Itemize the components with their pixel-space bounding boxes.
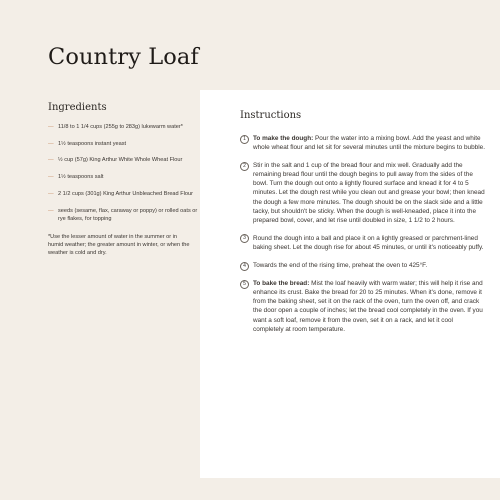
step-body: Mist the loaf heavily with warm water; this will help it rise and enhance its crust. Bake the bread for 20 to 25 minutes. When it's done, remove it from the baking sheet, set it on the rack of the oven, turn the oven off, and crack the door open a couple of inches; let the bread cool completely in the oven. If you want a soft loaf, remove it from the oven, set it on a rack, and let it cool completely at room temperature. xyxy=(253,280,483,333)
water-note: *Use the lesser amount of water in the summer or in humid weather; the greater amount in winter, or when the weather is cold and dry. xyxy=(48,233,190,256)
step-text xyxy=(253,134,485,152)
step-text xyxy=(253,161,485,225)
step-body: Stir in the salt and 1 cup of the bread flour and mix well. Gradually add the remaining bread flour until the dough begins to pull away from the sides of the bowl. Turn the dough out onto a lightly floured surface and knead it for 4 to 5 minutes. Let the dough rest while you clean out and grease your bowl; then knead the dough a few more minutes. The dough should be on the slack side and a little tacky, but shouldn't be sticky. When the dough is well-kneaded, place it into the prepared bowl, cover, and let rise until doubled in size, 1 1/2 to 2 hours. xyxy=(253,162,485,224)
ingredients-heading: Ingredients xyxy=(48,102,107,113)
step-lead: To bake the bread: xyxy=(253,280,310,288)
step-body: Towards the end of the rising time, preheat the oven to 425°F. xyxy=(253,262,428,270)
ingredient-text: ½ cup (57g) King Arthur White Whole Wheat Flour xyxy=(58,157,183,164)
step-number-circle: 2 xyxy=(240,162,249,171)
dash-icon: — xyxy=(48,207,54,214)
dash-icon: — xyxy=(48,174,54,181)
step-number-circle: 5 xyxy=(240,280,249,289)
list-item xyxy=(48,156,198,164)
step-body: Round the dough into a ball and place it on a lightly greased or parchment-lined baking sheet. Let the dough rise for about 45 minutes, or until it's noticeably puffy. xyxy=(253,234,484,251)
ingredient-text: 1½ teaspoons instant yeast xyxy=(58,140,127,147)
list-item xyxy=(48,123,198,131)
step-text xyxy=(253,279,485,334)
step-text xyxy=(253,234,485,252)
dash-icon: — xyxy=(48,190,54,197)
step-number-circle: 3 xyxy=(240,234,249,243)
step-body: Pour the water into a mixing bowl. Add the yeast and white whole wheat flour and let sit for several minutes until the mixture begins to bubble. xyxy=(253,135,485,152)
list-item xyxy=(48,207,198,223)
instructions-heading: Instructions xyxy=(240,110,302,121)
step-item xyxy=(240,279,485,334)
page-title: Country Loaf xyxy=(48,44,199,70)
ingredient-text: 2 1/2 cups (301g) King Arthur Unbleached Bread Flour xyxy=(58,190,193,197)
step-number-circle: 1 xyxy=(240,135,249,144)
ingredient-text: 1½ teaspoons salt xyxy=(58,174,104,181)
ingredient-text: 11/8 to 1 1/4 cups (255g to 283g) lukewarm water* xyxy=(58,124,183,130)
list-item xyxy=(48,173,198,181)
step-item xyxy=(240,234,485,252)
list-item xyxy=(48,140,198,148)
list-item xyxy=(48,190,198,198)
step-text xyxy=(253,261,427,270)
step-item xyxy=(240,134,485,152)
ingredients-section xyxy=(48,102,198,257)
step-lead: To make the dough: xyxy=(253,135,314,142)
step-item xyxy=(240,161,485,225)
dash-icon: — xyxy=(48,124,54,130)
ingredients-list xyxy=(48,123,198,223)
instructions-panel xyxy=(200,90,500,478)
instructions-list xyxy=(240,134,485,343)
step-number-circle: 4 xyxy=(240,262,249,271)
ingredient-text: seeds (sesame, flax, caraway or poppy) or rolled oats or rye flakes, for topping xyxy=(58,207,198,222)
dash-icon: — xyxy=(48,140,54,147)
step-item xyxy=(240,261,485,270)
dash-icon: — xyxy=(48,157,54,164)
